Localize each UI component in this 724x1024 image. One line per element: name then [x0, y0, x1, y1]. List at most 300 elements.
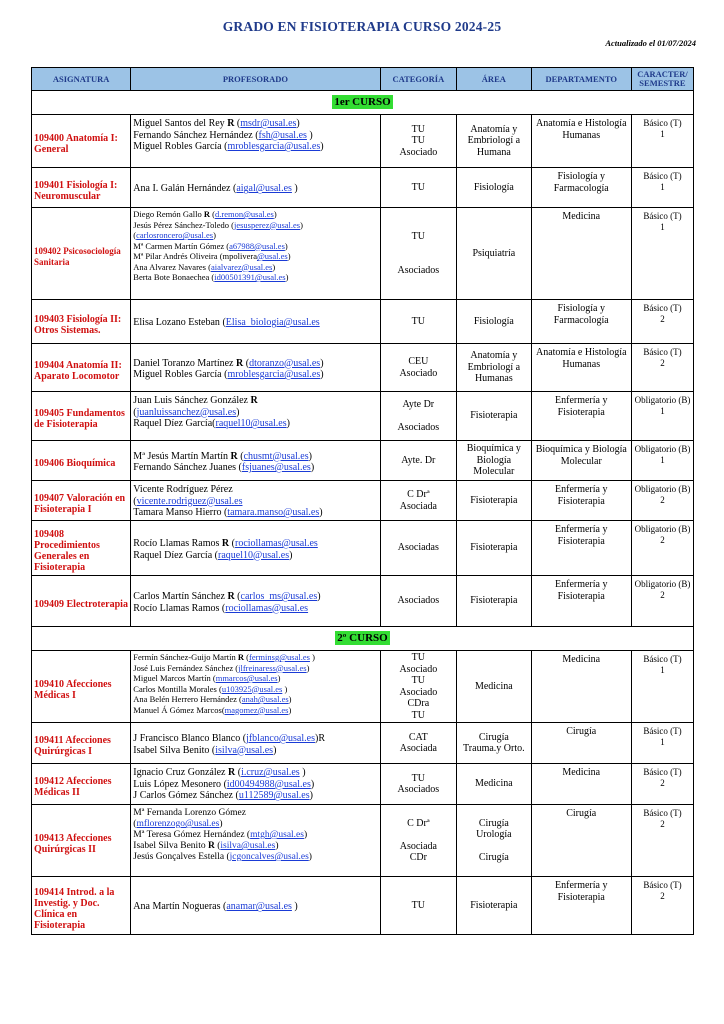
professor-name: Mª Carmen Martín Gómez — [133, 240, 227, 251]
paren-open: ( — [221, 602, 226, 614]
email-link[interactable]: u112589@usal.es — [238, 790, 310, 801]
paren-open: ( — [243, 357, 250, 369]
email-link[interactable]: u103925@usal.es — [221, 683, 283, 694]
professor-line — [133, 118, 377, 130]
category-cell: Asociados — [380, 576, 457, 627]
professor-cell — [131, 877, 380, 935]
department-cell: Enfermería y Fisioterapia — [531, 392, 631, 441]
professor-cell — [131, 441, 380, 481]
paren-open: ( — [133, 406, 137, 418]
paren-close: ) — [309, 652, 315, 662]
category-cell: Asociadas — [380, 521, 457, 576]
paren-close: ) — [287, 251, 291, 261]
table-row — [32, 481, 694, 521]
email-link[interactable]: Elisa_biologia@usal.es — [225, 317, 320, 329]
paren-close: ) — [303, 830, 308, 840]
professor-name: Miguel Marcos Martín — [133, 673, 213, 683]
paren-close: ) — [296, 118, 300, 129]
paren-open: ( — [212, 673, 216, 683]
area-cell: Fisioterapia — [457, 877, 531, 935]
character-semester-cell: Básico (T) 1 — [631, 115, 693, 168]
area-cell: Medicina — [457, 651, 531, 723]
professor-name: Ignacio Cruz González — [133, 767, 228, 778]
professor-name: Jesús Pérez Sánchez-Toledo — [133, 219, 232, 230]
email-link[interactable]: aialvarez@usal.es — [210, 261, 273, 272]
paren-close: ) — [284, 240, 288, 251]
email-link[interactable]: id00494988@usal.es — [226, 778, 311, 790]
character-semester-cell: Obligatorio (B) 2 — [631, 576, 693, 627]
subject-cell: 109402 Psicosociología Sanitaria — [32, 208, 131, 300]
subject-cell: 109412 Afecciones Médicas II — [32, 764, 131, 805]
responsible-marker: R — [221, 538, 230, 549]
email-link[interactable]: jcgoncalves@usal.es — [229, 852, 309, 862]
category-cell: TU TU Asociado — [380, 115, 457, 168]
professor-name: Fermín Sánchez-Guijo Martín — [133, 652, 238, 662]
paren-close: ) — [306, 662, 310, 673]
professor-name: J Francisco Blanco Blanco — [133, 733, 243, 744]
course-row-1 — [32, 91, 694, 115]
professor-line — [133, 901, 377, 913]
professor-cell — [131, 764, 380, 805]
table-row — [32, 651, 694, 723]
professor-line — [133, 484, 377, 496]
area-cell: Cirugía Trauma.y Orto. — [457, 723, 531, 764]
email-link[interactable]: raquel10@usal.es — [218, 549, 290, 561]
paren-close: ) — [291, 901, 298, 913]
department-cell: Fisiología y Farmacología — [531, 300, 631, 344]
professor-line — [133, 819, 377, 830]
professor-line — [133, 358, 377, 370]
character-semester-cell: Básico (T) 1 — [631, 168, 693, 208]
professor-name: Rocío Llamas Ramos — [133, 602, 222, 614]
professor-line — [133, 603, 377, 615]
table-row — [32, 521, 694, 576]
professor-name: José Luis Fernández Sánchez — [133, 662, 236, 673]
paren-open: ( — [208, 261, 211, 272]
email-link[interactable]: fsjuanes@usal.es — [241, 462, 311, 473]
paren-open: ( — [214, 841, 221, 851]
paren-open: ( — [210, 209, 215, 219]
area-cell: Fisiología — [457, 300, 531, 344]
paren-open: ( — [211, 272, 215, 282]
paren-close: ) — [309, 790, 313, 801]
professor-name: Carlos Montilla Morales — [133, 683, 219, 694]
department-cell: Anatomía e Histología Humanas — [531, 344, 631, 392]
responsible-marker: R — [227, 767, 236, 778]
paren-close: ) — [273, 209, 277, 219]
email-link[interactable]: mroblesgarcia@usal.es — [227, 369, 321, 380]
email-link[interactable]: carlos_ms@usal.es — [240, 591, 318, 602]
professor-line — [133, 462, 377, 474]
professor-cell — [131, 805, 380, 877]
email-link[interactable]: fsh@usal.es — [258, 129, 307, 141]
paren-open: ( — [224, 141, 228, 152]
character-semester-cell: Obligatorio (B) 1 — [631, 441, 693, 481]
paren-close: ) — [320, 141, 324, 152]
paren-open: ( — [226, 852, 230, 862]
area-cell: Fisioterapia — [457, 576, 531, 627]
character-semester-cell: Básico (T) 2 — [631, 344, 693, 392]
professor-line — [133, 418, 377, 430]
paren-open: ( — [239, 694, 242, 704]
paren-open: ( — [229, 538, 235, 549]
professor-cell — [131, 651, 380, 723]
department-cell: Bioquímica y Biología Molecular — [531, 441, 631, 481]
paren-close: ) — [289, 549, 293, 561]
email-link[interactable]: isilva@usal.es — [215, 744, 274, 756]
email-link[interactable]: raquel10@usal.es — [215, 418, 287, 429]
responsible-marker: R — [227, 118, 235, 129]
professor-name: Raquel Díez García — [133, 418, 213, 429]
professor-name: Isabel Silva Benito — [133, 841, 208, 851]
paren-close: ) — [286, 418, 290, 429]
paren-open: ( — [133, 819, 137, 829]
character-semester-cell: Básico (T) 1 — [631, 208, 693, 300]
professor-name: Elisa Lozano Esteban — [133, 317, 223, 329]
paren-close: ) — [275, 841, 279, 851]
paren-close: ) — [236, 406, 240, 418]
professor-line — [133, 684, 377, 695]
professor-cell — [131, 300, 380, 344]
paren-close: ) — [320, 369, 324, 380]
paren-close: ) — [282, 683, 288, 694]
professor-line — [133, 183, 377, 195]
professor-cell — [131, 521, 380, 576]
professor-line — [133, 262, 377, 273]
professor-line — [133, 141, 377, 153]
paren-open: ( — [222, 317, 226, 329]
area-cell: Fisioterapia — [457, 481, 531, 521]
professor-line — [133, 395, 377, 407]
professor-line — [133, 550, 377, 562]
paren-open: ( — [246, 830, 251, 840]
professor-line — [133, 830, 377, 841]
responsible-marker: R — [207, 841, 215, 851]
professor-cell — [131, 208, 380, 300]
area-cell: Fisioterapia — [457, 392, 531, 441]
department-cell: Medicina — [531, 208, 631, 300]
page-title: GRADO EN FISIOTERAPIA CURSO 2024-25 — [222, 19, 502, 34]
professor-line — [133, 767, 377, 779]
professor-cell — [131, 723, 380, 764]
department-cell: Fisiología y Farmacología — [531, 168, 631, 208]
category-cell: TU — [380, 877, 457, 935]
paren-close: ) — [310, 778, 315, 790]
subject-cell: 109400 Anatomía I: General — [32, 115, 131, 168]
professor-line — [133, 538, 377, 550]
course-row-2-cell — [32, 627, 694, 651]
subject-cell: 109404 Anatomía II: Aparato Locomotor — [32, 344, 131, 392]
email-link[interactable]: anah@usal.es — [241, 694, 289, 704]
table-row — [32, 441, 694, 481]
header-area: ÁREA — [457, 68, 531, 91]
email-link[interactable]: jfblanco@usal.es — [246, 733, 315, 744]
area-cell: Fisiología — [457, 168, 531, 208]
header-asignatura: ASIGNATURA — [32, 68, 131, 91]
responsible-marker: R — [203, 209, 211, 219]
responsible-marker: R — [235, 357, 244, 369]
professor-cell — [131, 481, 380, 521]
paren-close: )R — [314, 733, 325, 744]
email-link[interactable]: chusmt@usal.es — [243, 450, 309, 462]
professor-line — [133, 852, 377, 863]
department-cell: Enfermería y Fisioterapia — [531, 576, 631, 627]
table-row — [32, 764, 694, 805]
paren-open: ( — [234, 118, 241, 129]
paren-close: ) — [288, 704, 292, 715]
professor-line — [133, 663, 377, 674]
email-link[interactable]: dtoranzo@usal.es — [249, 357, 321, 369]
professor-line — [133, 220, 377, 231]
paren-open: ( — [219, 683, 222, 694]
paren-open: ( — [226, 240, 230, 251]
department-cell: Enfermería y Fisioterapia — [531, 521, 631, 576]
course-row-2 — [32, 627, 694, 651]
responsible-marker: R — [227, 591, 235, 602]
professor-line — [133, 369, 377, 381]
header-profesorado: PROFESORADO — [131, 68, 380, 91]
paren-close: ) — [308, 450, 312, 462]
email-link[interactable]: d.remon@usal.es — [215, 209, 274, 219]
professor-name: J Carlos Gómez Sánchez — [133, 790, 236, 801]
paren-open: ( — [223, 778, 227, 790]
paren-close: ) — [277, 673, 281, 683]
subject-cell: 109407 Valoración en Fisioterapia I — [32, 481, 131, 521]
email-link[interactable]: ferminsg@usal.es — [248, 652, 310, 662]
paren-open: (mpolivera — [219, 251, 257, 261]
subject-cell: 109409 Electroterapia — [32, 576, 131, 627]
category-cell: TU Asociados — [380, 208, 457, 300]
category-cell: C Drª Asociada CDr — [380, 805, 457, 877]
subject-cell: 109413 Afecciones Quirúrgicas II — [32, 805, 131, 877]
professor-name: Rocío Llamas Ramos — [133, 538, 222, 549]
table-row — [32, 392, 694, 441]
professor-line — [133, 496, 377, 508]
professor-name: Ana Alvarez Navares — [133, 261, 209, 272]
category-cell: Ayte. Dr — [380, 441, 457, 481]
professor-line — [133, 733, 377, 745]
table-row — [32, 344, 694, 392]
professor-name: Juan Luis Sánchez González — [133, 395, 251, 406]
subject-cell: 109403 Fisiología II: Otros Sistemas. — [32, 300, 131, 344]
professor-name: Vicente Rodríguez Pérez — [133, 484, 233, 495]
email-link[interactable]: i.cruz@usal.es — [241, 767, 300, 778]
subject-cell: 109401 Fisiología I: Neuromuscular — [32, 168, 131, 208]
professor-name: Ana Belén Herrero Hernández — [133, 694, 240, 704]
paren-close: ) — [306, 129, 313, 141]
paren-close: ) — [300, 219, 303, 230]
professor-cell — [131, 392, 380, 441]
professor-name: Mª Jesús Martín Martín — [133, 450, 231, 462]
email-link[interactable]: mtgh@usal.es — [250, 830, 304, 840]
paren-close: ) — [273, 744, 277, 756]
email-link[interactable]: magomez@usal.es — [224, 704, 289, 715]
category-cell: Ayte Dr Asociados — [380, 392, 457, 441]
paren-close: ) — [317, 591, 321, 602]
paren-open: ( — [244, 652, 249, 662]
professor-name: Fernando Sánchez Juanes — [133, 462, 239, 473]
character-semester-cell: Básico (T) 1 — [631, 723, 693, 764]
category-cell: C Drª Asociada — [380, 481, 457, 521]
subject-cell: 109410 Afecciones Médicas I — [32, 651, 131, 723]
professor-line — [133, 591, 377, 603]
header-caracter: CARACTER/ SEMESTRE — [631, 68, 693, 91]
professor-line — [133, 694, 377, 705]
updated-date: Actualizado el 01/07/2024 — [605, 38, 696, 48]
paren-open: ( — [242, 733, 247, 744]
table-row — [32, 805, 694, 877]
professor-name: Tamara Manso Hierro — [133, 507, 224, 518]
professor-name: Jesús Gonçalves Estella — [133, 852, 227, 862]
paren-open: ( — [211, 744, 216, 756]
category-cell: TU Asociados — [380, 764, 457, 805]
character-semester-cell: Obligatorio (B) 2 — [631, 521, 693, 576]
paren-open: ( — [235, 767, 242, 778]
table-row — [32, 300, 694, 344]
email-link[interactable]: a67988@usal.es — [229, 240, 285, 251]
paren-open: ( — [235, 790, 239, 801]
department-cell: Enfermería y Fisioterapia — [531, 481, 631, 521]
header-row — [32, 68, 694, 91]
email-link[interactable]: rociollamas@usal.es — [234, 538, 318, 549]
paren-close: ) — [288, 694, 292, 704]
department-cell: Cirugía — [531, 723, 631, 764]
subject-cell: 109405 Fundamentos de Fisioterapia — [32, 392, 131, 441]
professor-line — [133, 841, 377, 852]
professor-name: Raquel Díez García — [133, 549, 215, 561]
professor-name: Ana Martín Nogueras — [133, 901, 223, 913]
area-cell: Psiquiatría — [457, 208, 531, 300]
responsible-marker: R — [250, 395, 258, 406]
character-semester-cell: Básico (T) 2 — [631, 764, 693, 805]
area-cell: Anatomía y Embriologí a Humanas — [457, 344, 531, 392]
paren-open: ( — [255, 129, 259, 141]
professor-name: Ana I. Galán Hernández — [133, 183, 233, 195]
professor-name: Carlos Martín Sánchez — [133, 591, 228, 602]
paren-close: ) — [320, 357, 324, 369]
professor-name: Manuel Á Gómez Marcos — [133, 704, 222, 715]
department-cell: Medicina — [531, 764, 631, 805]
professor-line — [133, 130, 377, 142]
professor-line — [133, 317, 377, 329]
professor-name: Diego Remón Gallo — [133, 209, 204, 219]
table-row — [32, 723, 694, 764]
category-cell: TU — [380, 168, 457, 208]
professor-line — [133, 673, 377, 684]
character-semester-cell: Básico (T) 2 — [631, 300, 693, 344]
email-link[interactable]: id00501391@usal.es — [214, 272, 286, 282]
table-row — [32, 877, 694, 935]
email-link[interactable]: msdr@usal.es — [240, 118, 297, 129]
course-label: 2º CURSO — [337, 631, 388, 644]
email-link[interactable]: aigal@usal.es — [236, 183, 292, 195]
email-link[interactable]: mmarcos@usal.es — [215, 673, 278, 683]
professor-line — [133, 808, 377, 819]
paren-close: ) — [319, 507, 323, 518]
email-link[interactable]: anamar@usal.es — [226, 901, 292, 913]
paren-close: ) — [308, 852, 312, 862]
responsible-marker: R — [237, 652, 245, 662]
header-categoria: CATEGORÍA — [380, 68, 457, 91]
professor-line — [133, 241, 377, 252]
paren-open: ( — [237, 450, 244, 462]
table-row — [32, 168, 694, 208]
course-label: 1er CURSO — [334, 95, 391, 108]
professor-line — [133, 779, 377, 791]
character-semester-cell: Básico (T) 2 — [631, 805, 693, 877]
responsible-marker: R — [230, 450, 238, 462]
paren-close: ) — [291, 183, 298, 195]
email-link[interactable]: isilva@usal.es — [220, 841, 276, 851]
subject-cell: 109408 Procedimientos Generales en Fisioterapia — [32, 521, 131, 576]
faculty-table — [31, 67, 694, 935]
paren-open: ( — [238, 462, 242, 473]
email-link[interactable]: rociollamas@usal.es — [225, 602, 309, 614]
professor-line — [133, 230, 377, 241]
professor-line — [133, 451, 377, 463]
professor-name: Berta Bote Bonaechea — [133, 272, 212, 282]
professor-name: Mª Pilar Andrés Oliveira — [133, 251, 220, 261]
professor-name: Daniel Toranzo Martínez — [133, 357, 236, 369]
professor-name: Luis López Mesonero — [133, 778, 224, 790]
email-link[interactable]: @usal.es — [256, 251, 288, 261]
professor-name: Miguel Robles García — [133, 369, 225, 380]
area-cell: Medicina — [457, 764, 531, 805]
paren-close: ) — [219, 819, 223, 829]
email-link[interactable]: jlfreinaress@usal.es — [238, 662, 307, 673]
paren-open: ( — [214, 549, 218, 561]
area-cell: Cirugía Urología Cirugía — [457, 805, 531, 877]
email-link[interactable]: carlosroncero@usal.es — [136, 230, 214, 240]
paren-open: ( — [231, 219, 234, 230]
paren-open: ( — [235, 662, 239, 673]
area-cell: Bioquímica y Biología Molecular — [457, 441, 531, 481]
professor-line — [133, 272, 377, 283]
department-cell: Medicina — [531, 651, 631, 723]
table-row — [32, 576, 694, 627]
professor-line — [133, 251, 377, 262]
professor-name: Isabel Silva Benito — [133, 744, 212, 756]
paren-open: ( — [224, 369, 228, 380]
area-cell: Fisioterapia — [457, 521, 531, 576]
subject-cell: 109411 Afecciones Quirúrgicas I — [32, 723, 131, 764]
email-link[interactable]: juanluissanchez@usal.es — [136, 406, 237, 418]
table-row — [32, 208, 694, 300]
professor-line — [133, 790, 377, 802]
professor-name: Fernando Sánchez Hernández — [133, 129, 256, 141]
area-cell: Anatomía y Embriologí a Humana — [457, 115, 531, 168]
email-link[interactable]: tamara.manso@usal.es — [227, 507, 320, 518]
email-link[interactable]: vicente.rodriguez@usal.es — [136, 495, 243, 507]
paren-open: ( — [221, 704, 225, 715]
professor-cell — [131, 115, 380, 168]
paren-open: ( — [223, 507, 228, 518]
paren-open: ( — [212, 418, 216, 429]
character-semester-cell: Obligatorio (B) 2 — [631, 481, 693, 521]
paren-close: ) — [285, 272, 289, 282]
character-semester-cell: Básico (T) 1 — [631, 651, 693, 723]
email-link[interactable]: mroblesgarcia@usal.es — [227, 141, 321, 152]
email-link[interactable]: jesusperez@usal.es — [233, 219, 301, 230]
email-link[interactable]: mflorenzogo@usal.es — [136, 819, 220, 829]
paren-open: ( — [232, 183, 237, 195]
subject-cell: 109406 Bioquímica — [32, 441, 131, 481]
paren-close: ) — [272, 261, 276, 272]
character-semester-cell: Básico (T) 2 — [631, 877, 693, 935]
professor-cell — [131, 344, 380, 392]
paren-open: ( — [223, 901, 227, 913]
professor-name: Miguel Santos del Rey — [133, 118, 228, 129]
